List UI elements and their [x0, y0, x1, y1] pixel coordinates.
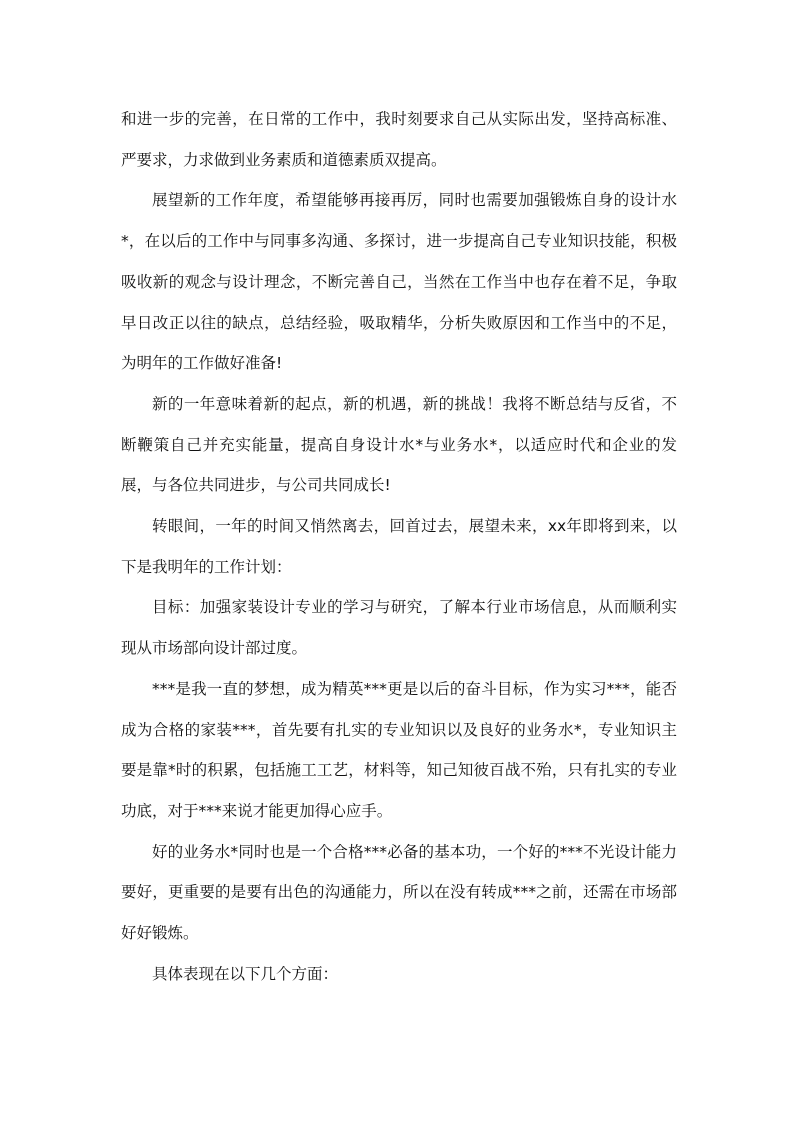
paragraph-continuation: 和进一步的完善，在日常的工作中，我时刻要求自己从实际出发，坚持高标准、严要求，力求做到业务素质和道德素质双提高。: [121, 110, 677, 169]
paragraph-aspects-heading: 具体表现在以下几个方面：: [152, 964, 339, 983]
paragraph-new-year: 新的一年意味着新的起点，新的机遇，新的挑战！我将不断总结与反省，不断鞭策自己并充实能量，提高自身设计水*与业务水*，以适应时代和企业的发展，与各位共同进步，与公司共同成长!: [121, 394, 677, 495]
paragraph-dream: ***是我一直的梦想，成为精英***更是以后的奋斗目标，作为实习***，能否成为合格的家装***，首先要有扎实的专业知识以及良好的业务水*，专业知识主要是靠*时的积累，包括施工工艺，材料等，知己知彼百战不殆，只有扎实的专业功底，对于***来说才能更加得心应手。: [121, 679, 677, 820]
paragraph-goal: 目标：加强家装设计专业的学习与研究，了解本行业市场信息，从而顺利实现从市场部向设计部过度。: [121, 598, 677, 658]
paragraph-plan-intro: 转眼间，一年的时间又悄然离去，回首过去，展望未来，xx年即将到来，以下是我明年的工作计划：: [121, 517, 677, 576]
paragraph-outlook: 展望新的工作年度，希望能够再接再厉，同时也需要加强锻炼自身的设计水*，在以后的工作中与同事多沟通、多探讨，进一步提高自己专业知识技能，积极吸收新的观念与设计理念，不断完善自己，当然在工作当中也存在着不足，争取早日改正以往的缺点，总结经验，吸取精华，分析失败原因和工作当中的不足，为明年的工作做好准备!: [121, 191, 677, 373]
paragraph-business-skill: 好的业务水*同时也是一个合格***必备的基本功，一个好的***不光设计能力要好，更重要的是要有出色的沟通能力，所以在没有转成***之前，还需在市场部好好锻炼。: [121, 842, 677, 943]
document-body: [121, 99, 677, 994]
